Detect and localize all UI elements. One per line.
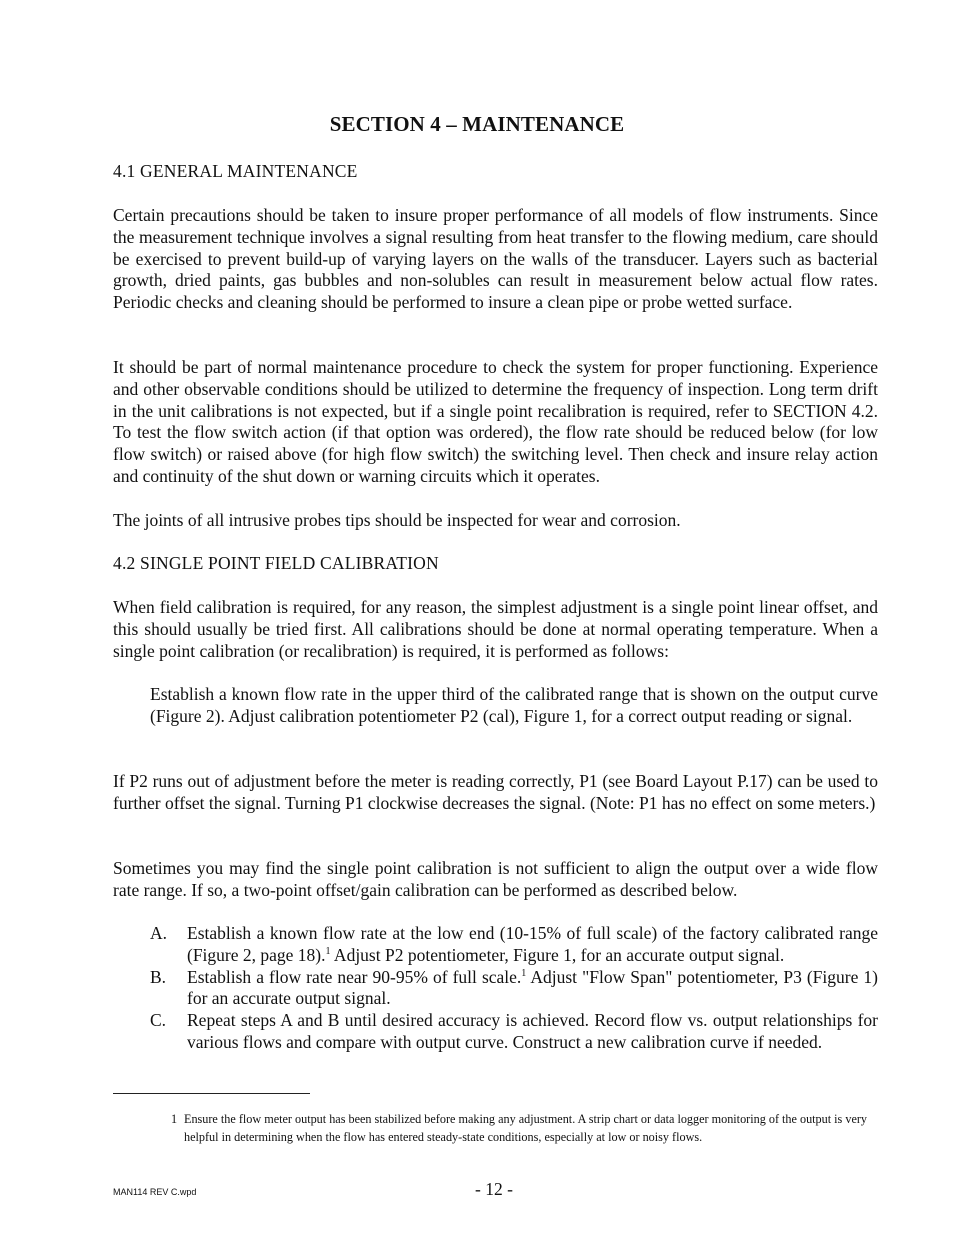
document-id: MAN114 REV C.wpd — [113, 1187, 197, 1197]
list-item-letter: B. — [150, 966, 167, 987]
list-item-letter: C. — [150, 1010, 167, 1031]
list-item — [150, 923, 878, 967]
section-heading-4-1: 4.1 GENERAL MAINTENANCE — [113, 161, 358, 181]
paragraph-two-point: Sometimes you may find the single point calibration is not sufficient to align the output over a wide flow rate range. If so, a two-point offset/gain calibration can be performed as described below. — [113, 858, 878, 900]
paragraph-probe-joints: The joints of all intrusive probes tips should be inspected for wear and corrosion. — [113, 510, 681, 530]
footnote — [171, 1111, 879, 1146]
list-item-text: Repeat steps A and B until desired accuracy is achieved. Record flow vs. output relationships for various flows and compare with output curve. Construct a new calibration curve if needed. — [187, 1010, 878, 1052]
calibration-steps-list — [150, 923, 878, 1054]
page-number: - 12 - — [475, 1179, 513, 1199]
list-item — [150, 967, 878, 1011]
list-item-text: Establish a flow rate near 90-95% of full scale.$^1$ Adjust "Flow Span" potentiometer, P3 (Figure 1) for an accurate output signal. — [187, 966, 878, 1009]
footnote-reference: 1 — [325, 945, 331, 957]
page-title: SECTION 4 – MAINTENANCE — [329, 112, 625, 136]
list-item-text: Establish a known flow rate at the low end (10-15% of full scale) of the factory calibrated range (Figure 2, page 18).$^1$ Adjust P2 potentiometer, Figure 1, for an accurate output signal. — [187, 923, 878, 965]
paragraph-p2-adjustment: If P2 runs out of adjustment before the meter is reading correctly, P1 (see Board Layout P.17) can be used to further offset the signal. Turning P1 clockwise decreases the signal. (Note: P1 has no effect on some meters.) — [113, 771, 878, 813]
paragraph-single-point-step: Establish a known flow rate in the upper third of the calibrated range that is shown on the output curve (Figure 2). Adjust calibration potentiometer P2 (cal), Figure 1, for a correct output reading or signal. — [150, 684, 878, 726]
list-item-letter: A. — [150, 923, 168, 943]
footnote-number: 1 — [171, 1112, 178, 1126]
list-item — [150, 1010, 878, 1054]
footnote-divider — [113, 1093, 310, 1094]
paragraph-maintenance-procedure: It should be part of normal maintenance procedure to check the system for proper functioning. Experience and other observable conditions should be utilized to determine the frequency of inspection. Long term drift in the unit calibrations is not expected, but if a single point recalibration is required, refer to SECTION 4.2. To test the flow switch action (if that option was ordered), the flow rate should be reduced below (for low flow switch) or raised above (for high flow switch) the switching level. Then check and insure relay action and continuity of the shut down or warning circuits which it operates. — [113, 357, 878, 486]
footnote-text: Ensure the flow meter output has been stabilized before making any adjustment. A strip chart or data logger monitoring of the output is very helpful in determining when the flow has entered steady-state conditions, especially at low or noisy flows. — [184, 1112, 868, 1144]
footnote-reference: 1 — [521, 967, 527, 979]
paragraph-precautions: Certain precautions should be taken to insure proper performance of all models of flow instruments. Since the measurement technique involves a signal resulting from heat transfer to the flowing medium, care should be exercised to prevent build-up of varying layers on the walls of the transducer. Layers such as bacterial growth, dried paints, gas bubbles and non-solubles can result in measurement below actual flow rates. Periodic checks and cleaning should be performed to insure a clean pipe or probe wetted surface. — [113, 205, 878, 313]
paragraph-field-calibration-intro: When field calibration is required, for any reason, the simplest adjustment is a single point linear offset, and this should usually be tried first. All calibrations should be done at normal operating temperature. When a single point calibration (or recalibration) is required, it is performed as follows: — [113, 597, 878, 661]
section-heading-4-2: 4.2 SINGLE POINT FIELD CALIBRATION — [113, 553, 439, 573]
